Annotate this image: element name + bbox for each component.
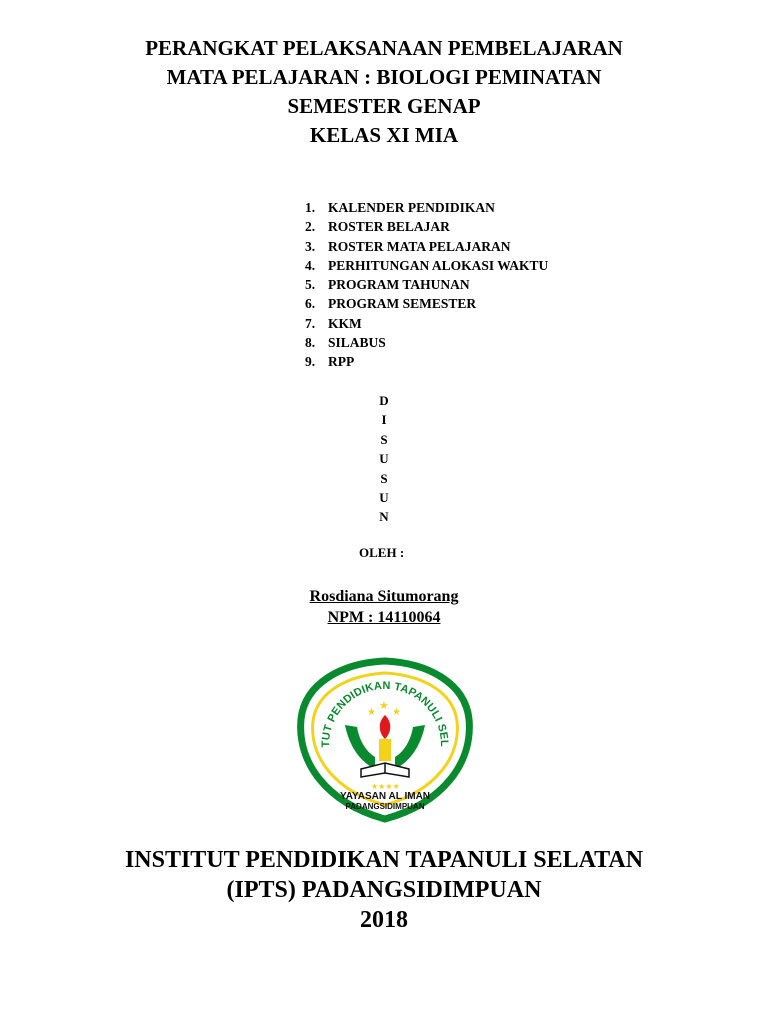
list-number: 8.	[305, 335, 316, 351]
star-icon: ★	[367, 707, 376, 718]
list-number: 7.	[305, 315, 316, 331]
author-npm: NPM : 14110064	[327, 609, 441, 626]
contents-list	[305, 198, 548, 372]
list-label: PROGRAM SEMESTER	[328, 296, 477, 312]
institution-block	[0, 845, 768, 935]
list-number: 3.	[305, 238, 316, 254]
institution-city: (IPTS) PADANGSIDIMPUAN	[226, 877, 542, 903]
list-item	[305, 275, 548, 294]
list-label: RPP	[328, 354, 355, 370]
disusun-letter: D	[379, 393, 389, 408]
author-name: Rosdiana Situmorang	[309, 588, 459, 605]
list-item	[305, 256, 548, 275]
list-label: ROSTER BELAJAR	[328, 219, 450, 235]
title-line-1: PERANGKAT PELAKSANAAN PEMBELAJARAN	[145, 36, 623, 60]
torch-body	[379, 739, 391, 761]
oleh-label: OLEH :	[359, 545, 405, 560]
disusun-letter: I	[381, 412, 387, 428]
star-icon: ★	[392, 707, 401, 718]
institution-year: 2018	[360, 907, 408, 933]
list-item	[305, 333, 548, 352]
list-number: 5.	[305, 277, 316, 293]
list-label: SILABUS	[328, 335, 386, 351]
list-item	[305, 198, 548, 217]
list-number: 4.	[305, 257, 316, 273]
author-block	[0, 586, 768, 628]
disusun-vertical	[372, 391, 396, 527]
list-number: 2.	[305, 219, 316, 235]
list-label: PROGRAM TAHUNAN	[328, 277, 470, 293]
list-item	[305, 217, 548, 236]
document-title	[0, 34, 768, 150]
list-number: 9.	[305, 354, 316, 370]
disusun-letter: S	[380, 431, 388, 447]
star-icon: ★	[379, 700, 389, 712]
list-number: 6.	[305, 296, 316, 312]
title-line-4: KELAS XI MIA	[309, 123, 459, 147]
list-item	[305, 314, 548, 333]
list-item	[305, 237, 548, 256]
title-line-3: SEMESTER GENAP	[287, 94, 481, 118]
disusun-letter: S	[380, 470, 388, 486]
institution-name: INSTITUT PENDIDIKAN TAPANULI SELATAN	[124, 847, 644, 873]
list-label: KALENDER PENDIDIKAN	[328, 200, 495, 215]
disusun-letter: N	[379, 509, 389, 525]
star-icon: ★★★★	[371, 782, 400, 791]
list-label: KKM	[328, 315, 362, 331]
list-number: 1.	[305, 200, 316, 215]
list-label: PERHITUNGAN ALOKASI WAKTU	[328, 257, 549, 273]
list-item	[305, 352, 548, 371]
disusun-letter: U	[379, 451, 389, 467]
institution-logo	[293, 653, 477, 827]
list-label: ROSTER MATA PELAJARAN	[328, 238, 511, 254]
disusun-letter: U	[379, 490, 389, 506]
title-line-2: MATA PELAJARAN : BIOLOGI PEMINATAN	[166, 65, 602, 89]
logo-arc-text: TUT PENDIDIKAN TAPANULI SEL	[319, 679, 451, 748]
logo-bottom-line-1: YAYASAN AL IMAN	[339, 791, 431, 802]
logo-emblem-icon	[293, 653, 477, 827]
list-item	[305, 294, 548, 313]
logo-bottom-line-2: PADANGSIDIMPUAN	[345, 802, 425, 811]
